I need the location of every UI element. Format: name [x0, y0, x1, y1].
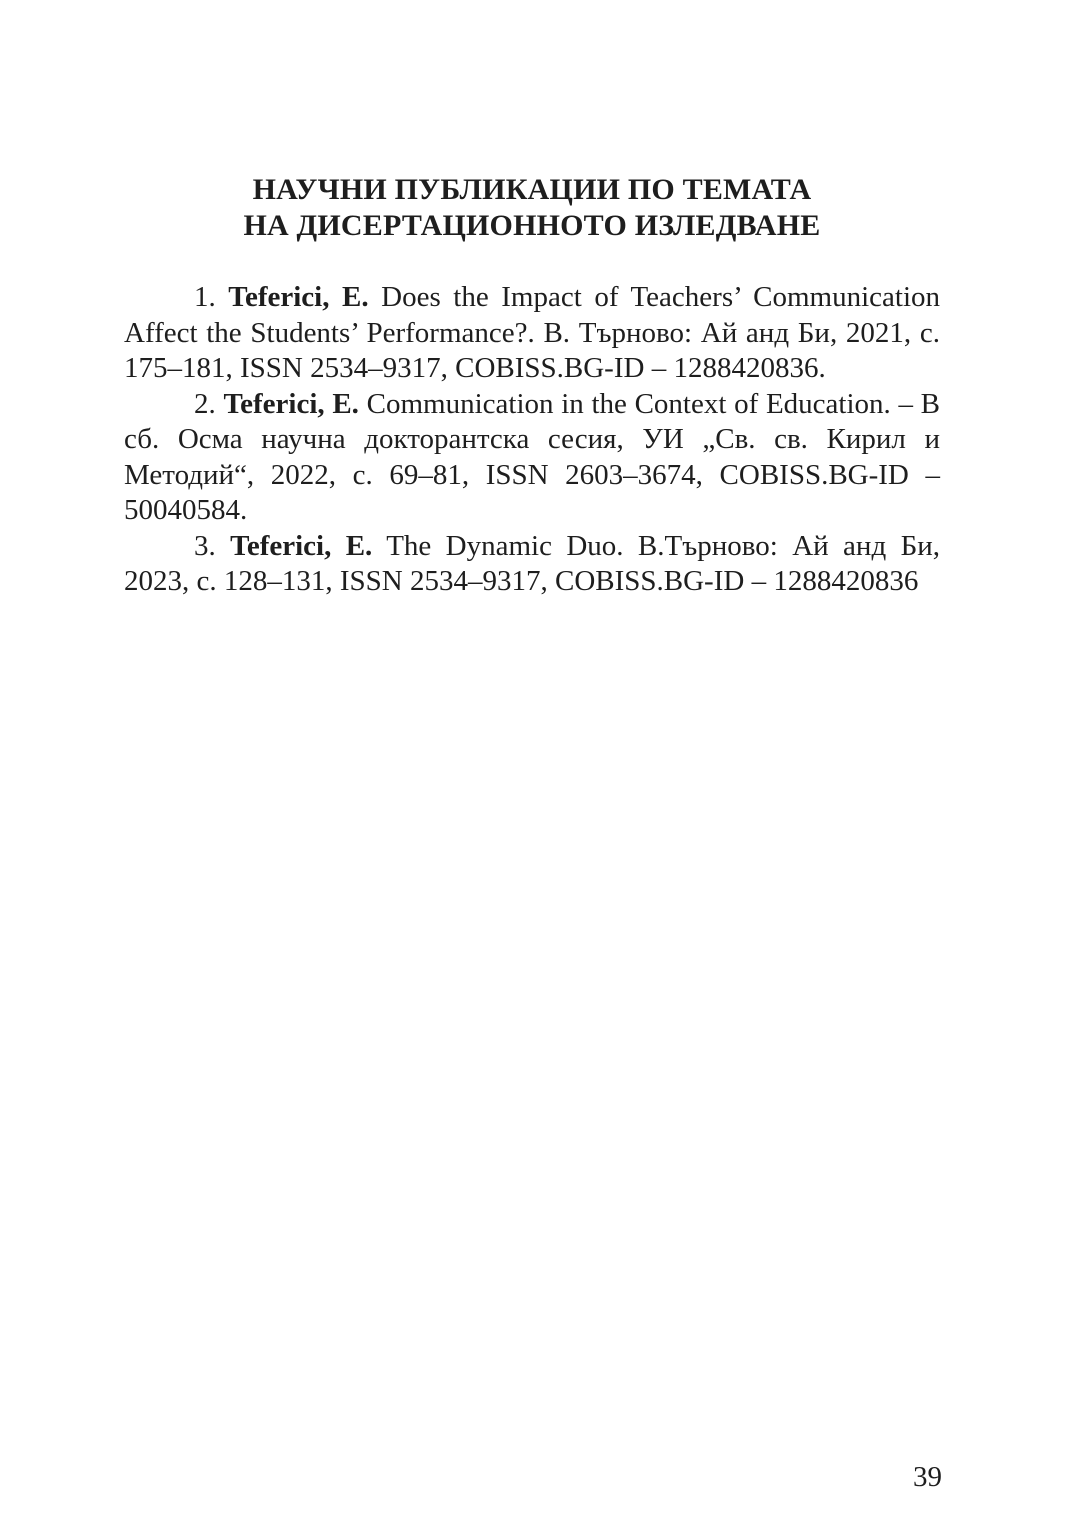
publication-text: Communication in the Context of Education. – В сб. Осма научна докторантска сесия, УИ „Св. св. Кирил и Методий“, 2022, с. 69–81, ISSN 2603–3674, COBISS.BG-ID – 50040584.	[124, 387, 941, 526]
section-heading	[124, 172, 940, 244]
publication-item	[124, 387, 940, 529]
publication-number: 1.	[194, 281, 216, 313]
page-number: 39	[913, 1461, 942, 1493]
publication-item	[124, 529, 940, 600]
heading-line-1: НАУЧНИ ПУБЛИКАЦИИ ПО ТЕМАТА	[252, 173, 812, 206]
publication-list	[124, 280, 940, 600]
publication-item	[124, 280, 940, 387]
publication-number: 3.	[194, 529, 216, 562]
publication-text: The Dynamic Duo. В.Търново: Ай анд Би, 2023, с. 128–131, ISSN 2534–9317, COBISS.BG-ID – 1288420836	[124, 529, 941, 597]
heading-line-2: НА ДИСЕРТАЦИОННОТО ИЗЛЕДВАНЕ	[243, 209, 821, 242]
publication-author: Teferici, E.	[228, 281, 369, 313]
publication-number: 2.	[194, 387, 216, 420]
publication-author: Teferici, E.	[223, 387, 359, 420]
publication-text: Does the Impact of Teachers’ Communication Affect the Students’ Performance?. В. Търново: Ай анд Би, 2021, с. 175–181, ISSN 2534–9317, COBISS.BG-ID – 1288420836.	[124, 281, 941, 384]
publication-author: Teferici, E.	[230, 529, 373, 562]
